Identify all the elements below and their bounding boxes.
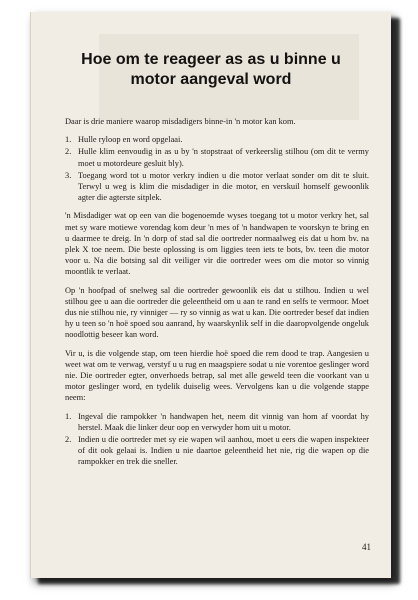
list-item-text: Hulle klim eenvoudig in as u by 'n stopstraat of verkeerslig stilhou (om dit te vermy moet u motordeure gesluit bly). (78, 147, 369, 168)
list-number: 1. (65, 411, 72, 421)
paragraph: 'n Misdadiger wat op een van die bogenoemde wyses toegang tot u motor verkry het, sal met sy ware motiewe vorendag kom deur 'n mes of 'n handwapen te voorskyn te bring en u daarmee te dreig. In 'n dorp of stad sal die oortreder normaalweg eis dat u hom bv. na plek X toe neem. Die beste oplossing is om liggies teen iets te bots, bv. teen die motor voor u. Na die botsing sal dit veiliger vir die oortreder wees om die motor so vinnig moontlik te verlaat. (65, 211, 369, 277)
list-item-text: Ingeval die rampokker 'n handwapen het, neem dit vinnig van hom af voordat hy herstel. Maak die linker deur oop en verwyder hom uit u motor. (78, 411, 369, 432)
list-number: 2. (65, 435, 72, 445)
list-item-text: Toegang word tot u motor verkry indien u die motor verlaat sonder om dit te sluit. Terwyl u weg is klim die misdadiger in die motor, en verskuil homself gewoonlik agter die agterste sitplek. (78, 170, 369, 203)
list-item (65, 411, 369, 433)
list-item (65, 170, 369, 204)
body-text (65, 116, 369, 475)
list-item-text: Indien u die oortreder met sy eie wapen wil aanhou, moet u eers die wapen inspekteer of dit ook gelaai is. Indien u nie daartoe geleentheid het nie, rig die wapen op die rampokker en trek die sneller. (78, 435, 369, 467)
list-item-text: Hulle ryloop en word opgelaai. (78, 135, 183, 145)
title-line-1: Hoe om te reageer as as u binne u (81, 51, 341, 68)
list-item (65, 134, 369, 145)
book-page (30, 12, 391, 578)
next-steps-list (65, 411, 369, 468)
list-item (65, 146, 369, 168)
list-item (65, 434, 369, 468)
paragraph: Op 'n hoofpad of snelweg sal die oortreder gewoonlik eis dat u stilhou. Indien u wel stilhou gee u aan die oortreder die geleentheid om u aan te rand en selfs te vermoor. Moet dus nie stilhou nie, ry vinniger — ry so vinnig as wat u kan. Die oortreder besef dat indien hy u teen so 'n hoë spoed sou aanrand, hy waarskynlik self in die daaropvolgende ongeluk noodlottig beseer kan word. (65, 285, 369, 340)
page-title (45, 50, 377, 90)
list-number: 2. (65, 147, 72, 157)
paragraph: Vir u, is die volgende stap, om teen hierdie hoë spoed die rem dood te trap. Aangesien u weet wat om te verwag, verstyf u u rug en maagspiere sodat u nie vorentoe geslinger word nie. Die oortreder egter, onverhoeds betrap, sal met alle geweld teen die voorkant van u motor geslinger word, en tydelik duiselig wees. Vervolgens kan u die volgende stappe neem: (65, 348, 369, 403)
intro-paragraph: Daar is drie maniere waarop misdadigers binne-in 'n motor kan kom. (65, 117, 296, 126)
title-line-2: motor aangeval word (130, 71, 292, 88)
list-number: 3. (65, 170, 72, 180)
entry-methods-list (65, 134, 369, 203)
list-number: 1. (65, 135, 72, 145)
page-number: 41 (362, 542, 371, 552)
